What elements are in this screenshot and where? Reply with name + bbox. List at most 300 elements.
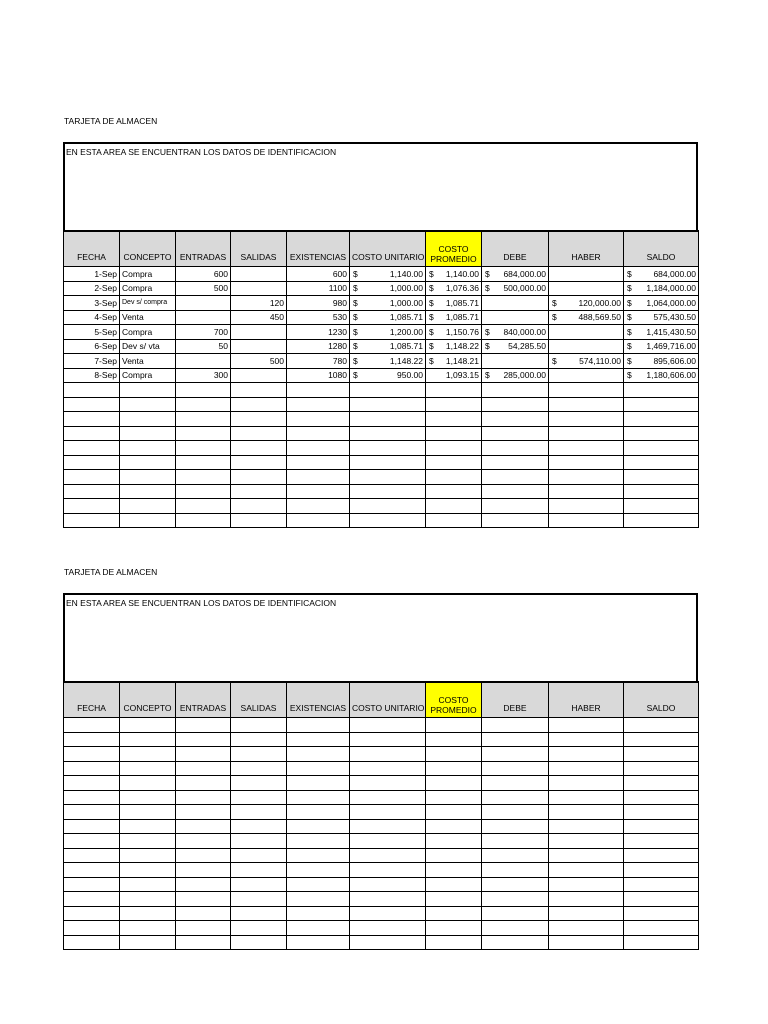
cell-existencias: 1280 <box>287 339 350 354</box>
cell-empty <box>64 863 120 878</box>
table-row-empty <box>64 935 699 950</box>
cell-empty <box>426 412 482 427</box>
cell-empty <box>231 790 287 805</box>
cell-costo-promedio <box>426 325 482 340</box>
cell-entradas <box>176 296 231 311</box>
cell-saldo <box>624 310 699 325</box>
cell-empty <box>350 412 426 427</box>
cell-empty <box>64 718 120 733</box>
cell-empty <box>287 921 350 936</box>
cell-haber <box>549 267 624 282</box>
cell-empty <box>120 819 176 834</box>
cell-empty <box>120 718 176 733</box>
cell-empty <box>64 426 120 441</box>
cell-empty <box>350 776 426 791</box>
cell-empty <box>549 877 624 892</box>
table-row-empty <box>64 747 699 762</box>
cell-empty <box>176 397 231 412</box>
amount: 1,093.15 <box>445 370 479 381</box>
col-salidas: SALIDAS <box>231 682 287 718</box>
cell-empty <box>549 761 624 776</box>
table-row-empty <box>64 892 699 907</box>
cell-costo-unitario <box>350 296 426 311</box>
currency-symbol: $ <box>627 297 632 308</box>
cell-costo-promedio <box>426 281 482 296</box>
cell-empty <box>287 906 350 921</box>
cell-empty <box>176 877 231 892</box>
cell-empty <box>624 455 699 470</box>
cell-empty <box>231 834 287 849</box>
cell-empty <box>231 499 287 514</box>
amount: 1,085.71 <box>389 312 423 323</box>
currency-symbol: $ <box>485 326 490 337</box>
table-row-empty <box>64 412 699 427</box>
cell-empty <box>482 513 549 528</box>
cell-empty <box>176 732 231 747</box>
col-concepto: CONCEPTO <box>120 231 176 267</box>
cell-empty <box>426 805 482 820</box>
cell-empty <box>426 426 482 441</box>
cell-salidas <box>231 325 287 340</box>
cell-debe <box>482 325 549 340</box>
cell-empty <box>549 484 624 499</box>
cell-empty <box>426 455 482 470</box>
cell-empty <box>64 790 120 805</box>
currency-symbol: $ <box>627 268 632 279</box>
cell-costo-promedio <box>426 354 482 369</box>
cell-empty <box>350 747 426 762</box>
cell-costo-promedio <box>426 310 482 325</box>
cell-empty <box>482 935 549 950</box>
cell-empty <box>624 747 699 762</box>
amount: 488,569.50 <box>578 312 621 323</box>
col-haber: HABER <box>549 682 624 718</box>
cell-empty <box>350 397 426 412</box>
cell-empty <box>624 499 699 514</box>
cell-salidas <box>231 281 287 296</box>
cell-empty <box>482 747 549 762</box>
currency-symbol: $ <box>627 370 632 381</box>
currency-symbol: $ <box>627 341 632 352</box>
cell-empty <box>176 906 231 921</box>
cell-costo-promedio <box>426 296 482 311</box>
cell-empty <box>350 455 426 470</box>
table-row-empty <box>64 790 699 805</box>
cell-empty <box>549 397 624 412</box>
identification-area <box>63 593 698 681</box>
table-row <box>64 339 699 354</box>
cell-empty <box>231 805 287 820</box>
cell-empty <box>231 513 287 528</box>
col-debe: DEBE <box>482 682 549 718</box>
currency-symbol: $ <box>353 268 358 279</box>
cell-empty <box>64 921 120 936</box>
cell-empty <box>176 819 231 834</box>
cell-empty <box>64 732 120 747</box>
cell-empty <box>549 776 624 791</box>
table-row-empty <box>64 397 699 412</box>
card-title: TARJETA DE ALMACEN <box>64 116 158 126</box>
cell-empty <box>350 484 426 499</box>
cell-empty <box>426 732 482 747</box>
currency-symbol: $ <box>353 283 358 294</box>
amount: 1,184,000.00 <box>646 283 696 294</box>
currency-symbol: $ <box>429 283 434 294</box>
cell-empty <box>120 921 176 936</box>
table-row-empty <box>64 718 699 733</box>
cell-empty <box>624 776 699 791</box>
cell-costo-unitario <box>350 310 426 325</box>
cell-empty <box>287 892 350 907</box>
amount: 1,148.22 <box>389 355 423 366</box>
amount: 1,415,430.50 <box>646 326 696 337</box>
cell-empty <box>624 805 699 820</box>
cell-costo-promedio <box>426 267 482 282</box>
cell-costo-unitario <box>350 267 426 282</box>
cell-empty <box>120 790 176 805</box>
cell-empty <box>231 863 287 878</box>
table-row-empty <box>64 776 699 791</box>
cell-empty <box>120 834 176 849</box>
cell-fecha: 6-Sep <box>64 339 120 354</box>
cell-empty <box>64 834 120 849</box>
amount: 1,085.71 <box>445 312 479 323</box>
cell-empty <box>624 892 699 907</box>
cell-empty <box>231 747 287 762</box>
cell-empty <box>287 863 350 878</box>
cell-empty <box>120 906 176 921</box>
cell-empty <box>426 906 482 921</box>
cell-empty <box>287 776 350 791</box>
cell-empty <box>426 513 482 528</box>
cell-empty <box>287 513 350 528</box>
cell-empty <box>176 747 231 762</box>
cell-debe <box>482 310 549 325</box>
cell-empty <box>120 412 176 427</box>
currency-symbol: $ <box>552 297 557 308</box>
cell-empty <box>176 805 231 820</box>
table-row <box>64 310 699 325</box>
cell-costo-unitario <box>350 281 426 296</box>
cell-empty <box>482 805 549 820</box>
table-row-empty <box>64 921 699 936</box>
cell-haber <box>549 296 624 311</box>
currency-symbol: $ <box>353 341 358 352</box>
currency-symbol: $ <box>429 297 434 308</box>
cell-empty <box>624 484 699 499</box>
cell-empty <box>176 776 231 791</box>
cell-empty <box>350 921 426 936</box>
cell-empty <box>426 935 482 950</box>
cell-empty <box>624 935 699 950</box>
cell-entradas: 300 <box>176 368 231 383</box>
cell-empty <box>426 470 482 485</box>
cell-empty <box>287 397 350 412</box>
cell-empty <box>426 877 482 892</box>
cell-empty <box>426 776 482 791</box>
cell-empty <box>549 819 624 834</box>
amount: 1,064,000.00 <box>646 297 696 308</box>
cell-empty <box>549 935 624 950</box>
cell-empty <box>549 805 624 820</box>
cell-empty <box>426 892 482 907</box>
cell-empty <box>64 470 120 485</box>
cell-empty <box>287 470 350 485</box>
cell-concepto: Compra <box>120 281 176 296</box>
cell-empty <box>426 834 482 849</box>
cell-empty <box>176 513 231 528</box>
cell-empty <box>426 499 482 514</box>
cell-empty <box>64 805 120 820</box>
cell-empty <box>64 935 120 950</box>
cell-costo-promedio <box>426 368 482 383</box>
cell-empty <box>482 848 549 863</box>
cell-empty <box>176 863 231 878</box>
cell-empty <box>350 805 426 820</box>
cell-empty <box>231 383 287 398</box>
cell-empty <box>231 892 287 907</box>
currency-symbol: $ <box>353 297 358 308</box>
cell-saldo <box>624 354 699 369</box>
card-title: TARJETA DE ALMACEN <box>64 567 158 577</box>
cell-empty <box>120 455 176 470</box>
cell-empty <box>482 892 549 907</box>
table-row-empty <box>64 877 699 892</box>
cell-empty <box>350 761 426 776</box>
table-row-empty <box>64 848 699 863</box>
col-costo-unitario: COSTO UNITARIO <box>350 682 426 718</box>
cell-empty <box>426 790 482 805</box>
cell-existencias: 600 <box>287 267 350 282</box>
currency-symbol: $ <box>627 355 632 366</box>
cell-empty <box>231 455 287 470</box>
cell-existencias: 780 <box>287 354 350 369</box>
cell-empty <box>176 892 231 907</box>
cell-empty <box>549 513 624 528</box>
cell-costo-unitario <box>350 368 426 383</box>
cell-empty <box>350 834 426 849</box>
cell-empty <box>350 892 426 907</box>
cell-empty <box>426 819 482 834</box>
col-saldo: SALDO <box>624 682 699 718</box>
cell-empty <box>549 718 624 733</box>
cell-concepto: Venta <box>120 310 176 325</box>
cell-empty <box>624 383 699 398</box>
ledger-table <box>63 230 699 528</box>
cell-empty <box>64 441 120 456</box>
ledger-body <box>64 267 699 528</box>
cell-saldo <box>624 325 699 340</box>
cell-empty <box>176 499 231 514</box>
cell-empty <box>624 921 699 936</box>
amount: 950.00 <box>397 370 423 381</box>
table-row-empty <box>64 906 699 921</box>
col-existencias: EXISTENCIAS <box>287 231 350 267</box>
cell-costo-promedio <box>426 339 482 354</box>
cell-empty <box>426 397 482 412</box>
cell-empty <box>350 718 426 733</box>
cell-empty <box>549 848 624 863</box>
cell-empty <box>350 935 426 950</box>
cell-empty <box>549 412 624 427</box>
amount: 1,076.36 <box>445 283 479 294</box>
cell-debe <box>482 296 549 311</box>
currency-symbol: $ <box>353 312 358 323</box>
cell-empty <box>287 484 350 499</box>
cell-empty <box>624 397 699 412</box>
cell-empty <box>482 470 549 485</box>
cell-empty <box>120 776 176 791</box>
cell-empty <box>482 877 549 892</box>
currency-symbol: $ <box>429 326 434 337</box>
cell-empty <box>287 805 350 820</box>
table-row-empty <box>64 455 699 470</box>
amount: 684,000.00 <box>653 268 696 279</box>
cell-empty <box>482 441 549 456</box>
table-row-empty <box>64 761 699 776</box>
cell-haber <box>549 281 624 296</box>
identification-text: EN ESTA AREA SE ENCUENTRAN LOS DATOS DE IDENTIFICACION <box>66 598 337 608</box>
cell-empty <box>350 790 426 805</box>
cell-empty <box>287 426 350 441</box>
cell-empty <box>350 441 426 456</box>
cell-empty <box>231 441 287 456</box>
cell-empty <box>120 805 176 820</box>
cell-empty <box>426 921 482 936</box>
cell-empty <box>287 441 350 456</box>
cell-empty <box>120 732 176 747</box>
cell-costo-unitario <box>350 325 426 340</box>
col-salidas: SALIDAS <box>231 231 287 267</box>
cell-empty <box>120 761 176 776</box>
cell-empty <box>482 718 549 733</box>
amount: 575,430.50 <box>653 312 696 323</box>
cell-haber <box>549 339 624 354</box>
currency-symbol: $ <box>485 283 490 294</box>
cell-empty <box>64 747 120 762</box>
cell-entradas: 700 <box>176 325 231 340</box>
table-row-empty <box>64 863 699 878</box>
col-costo-promedio-line2: PROMEDIO <box>430 254 477 264</box>
cell-empty <box>231 412 287 427</box>
amount: 1,140.00 <box>389 268 423 279</box>
table-row-empty <box>64 732 699 747</box>
cell-empty <box>482 499 549 514</box>
table-row <box>64 267 699 282</box>
cell-empty <box>64 877 120 892</box>
cell-empty <box>350 819 426 834</box>
cell-empty <box>426 383 482 398</box>
table-row <box>64 368 699 383</box>
cell-empty <box>549 790 624 805</box>
cell-empty <box>120 747 176 762</box>
cell-empty <box>549 892 624 907</box>
cell-empty <box>120 848 176 863</box>
table-row-empty <box>64 383 699 398</box>
amount: 1,200.00 <box>389 326 423 337</box>
cell-empty <box>350 848 426 863</box>
currency-symbol: $ <box>353 326 358 337</box>
cell-empty <box>176 426 231 441</box>
cell-empty <box>624 732 699 747</box>
cell-empty <box>176 761 231 776</box>
cell-empty <box>287 455 350 470</box>
cell-empty <box>287 718 350 733</box>
cell-empty <box>231 776 287 791</box>
cell-empty <box>287 877 350 892</box>
cell-entradas: 50 <box>176 339 231 354</box>
table-row-empty <box>64 834 699 849</box>
cell-salidas: 450 <box>231 310 287 325</box>
cell-empty <box>287 790 350 805</box>
cell-empty <box>350 426 426 441</box>
cell-empty <box>176 718 231 733</box>
cell-empty <box>624 470 699 485</box>
cell-debe <box>482 354 549 369</box>
currency-symbol: $ <box>429 355 434 366</box>
cell-empty <box>120 877 176 892</box>
cell-empty <box>231 397 287 412</box>
cell-existencias: 530 <box>287 310 350 325</box>
table-row-empty <box>64 499 699 514</box>
currency-symbol: $ <box>552 355 557 366</box>
amount: 1,000.00 <box>389 297 423 308</box>
table-row-empty <box>64 805 699 820</box>
col-costo-promedio <box>426 682 482 718</box>
table-row <box>64 325 699 340</box>
amount: 1,085.71 <box>389 341 423 352</box>
cell-empty <box>176 383 231 398</box>
currency-symbol: $ <box>353 370 358 381</box>
cell-empty <box>482 834 549 849</box>
cell-empty <box>482 412 549 427</box>
cell-empty <box>231 426 287 441</box>
cell-haber <box>549 310 624 325</box>
currency-symbol: $ <box>552 312 557 323</box>
col-costo-promedio-line2: PROMEDIO <box>430 705 477 715</box>
cell-empty <box>426 441 482 456</box>
cell-concepto: Compra <box>120 325 176 340</box>
cell-empty <box>231 761 287 776</box>
cell-empty <box>482 383 549 398</box>
cell-empty <box>624 863 699 878</box>
cell-empty <box>549 906 624 921</box>
cell-saldo <box>624 281 699 296</box>
cell-empty <box>287 732 350 747</box>
cell-empty <box>64 412 120 427</box>
cell-empty <box>176 848 231 863</box>
cell-empty <box>176 935 231 950</box>
cell-empty <box>549 834 624 849</box>
cell-empty <box>426 718 482 733</box>
amount: 1,148.22 <box>445 341 479 352</box>
currency-symbol: $ <box>627 312 632 323</box>
cell-costo-unitario <box>350 354 426 369</box>
cell-empty <box>64 819 120 834</box>
cell-concepto: Venta <box>120 354 176 369</box>
amount: 1,000.00 <box>389 283 423 294</box>
cell-empty <box>64 761 120 776</box>
cell-saldo <box>624 368 699 383</box>
cell-salidas <box>231 267 287 282</box>
cell-empty <box>64 776 120 791</box>
cell-empty <box>549 747 624 762</box>
cell-haber <box>549 354 624 369</box>
cell-fecha: 4-Sep <box>64 310 120 325</box>
amount: 840,000.00 <box>503 326 546 337</box>
cell-empty <box>287 848 350 863</box>
cell-existencias: 980 <box>287 296 350 311</box>
